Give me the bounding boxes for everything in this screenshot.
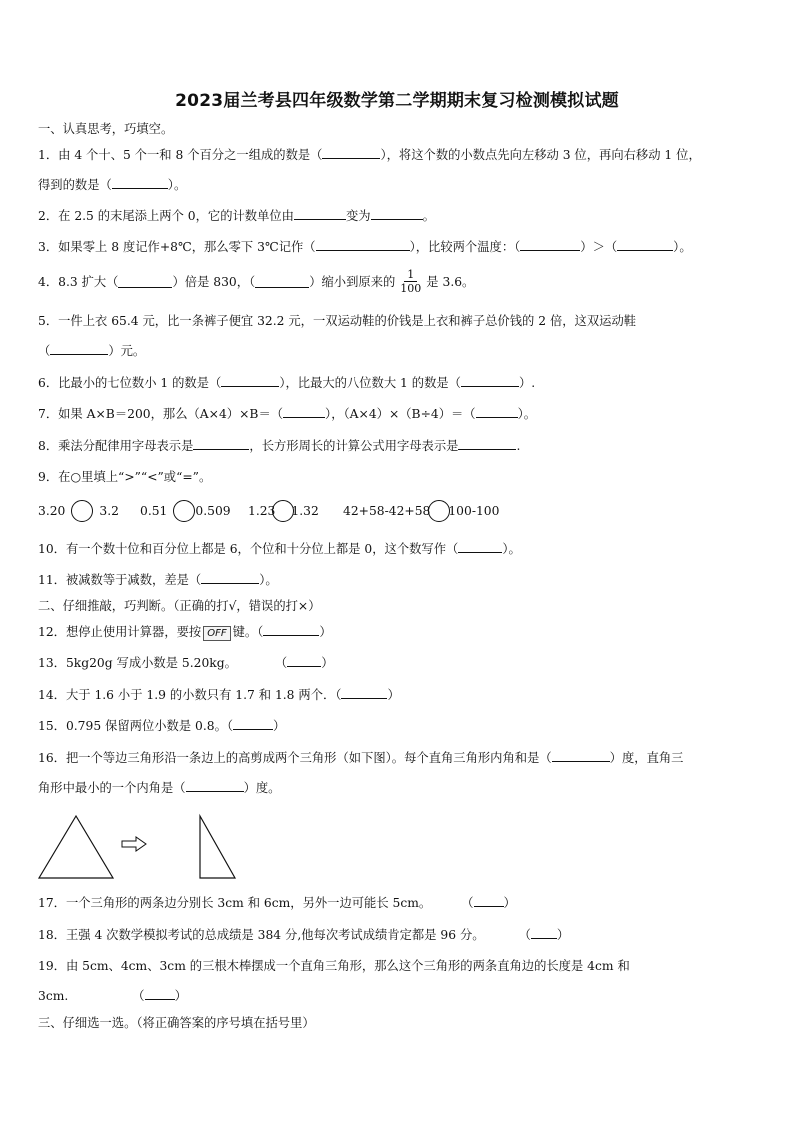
question-16-text-3: 角形中最小的一个内角是（ (38, 781, 186, 795)
question-19-text-2: 3cm. (38, 989, 69, 1003)
question-19-line-1: 19．由 5cm、4cm、3cm 的三根木棒摆成一个直角三角形，那么这个三角形的两条直角边的长度是 4cm 和 (38, 959, 630, 973)
answer-blank[interactable] (193, 437, 249, 450)
answer-blank[interactable] (287, 654, 321, 667)
answer-blank[interactable] (552, 749, 610, 762)
question-11-text-2: ）。 (259, 573, 278, 587)
question-13 (38, 654, 334, 672)
question-19-text-3: （ (132, 989, 145, 1003)
right-arrow-icon (122, 837, 146, 851)
question-4-text-2: ）倍是 830，（ (172, 274, 256, 289)
answer-blank[interactable] (118, 275, 172, 288)
answer-blank[interactable] (316, 238, 410, 251)
comparison-right: 100-100 (448, 504, 500, 518)
page-title: 2023届兰考县四年级数学第二学期期末复习检测模拟试题 (175, 91, 619, 111)
question-13-text: 13．5kg20g 写成小数是 5.20kg。 (38, 656, 237, 670)
question-17 (38, 894, 516, 912)
question-12-text-2: 键。（ (232, 625, 264, 639)
question-4-text: 4．8.3 扩大（ (38, 274, 119, 289)
comparison-item (248, 500, 319, 522)
answer-blank[interactable] (476, 405, 518, 418)
question-3 (38, 238, 692, 256)
comparison-right: 3.2 (99, 504, 119, 518)
question-2-text-2: 变为 (345, 209, 371, 223)
comparison-left: 0.51 (140, 504, 168, 518)
comparison-left: 42+58-42+58 (343, 504, 431, 518)
question-18-text-2: （ (518, 928, 531, 942)
question-10-text: 10．有一个数十位和百分位上都是 6，个位和十分位上都是 0，这个数写作（ (38, 542, 459, 556)
answer-blank[interactable] (186, 779, 244, 792)
question-8-text: 8．乘法分配律用字母表示是 (38, 439, 194, 453)
equilateral-triangle-shape (39, 816, 113, 878)
question-6-text-3: ）. (518, 376, 536, 390)
comparison-item (343, 500, 499, 522)
answer-blank[interactable] (458, 540, 502, 553)
answer-blank[interactable] (221, 374, 279, 387)
question-15-text-2: ） (273, 719, 286, 733)
comparison-item (38, 500, 119, 522)
question-10-text-2: ）。 (502, 542, 521, 556)
answer-blank[interactable] (233, 717, 273, 730)
question-1-text-2: ），将这个数的小数点先向左移动 3 位，再向右移动 1 位， (380, 148, 701, 162)
answer-blank[interactable] (50, 342, 108, 355)
question-2-text: 2．在 2.5 的末尾添上两个 0，它的计数单位由 (38, 209, 294, 223)
question-2 (38, 207, 435, 225)
answer-blank[interactable] (474, 894, 504, 907)
question-5-text-2: （ (38, 344, 51, 358)
question-18-text-3: ） (556, 928, 570, 942)
question-4-text-4: 是 3.6。 (426, 274, 475, 289)
answer-blank[interactable] (458, 437, 516, 450)
section-3-heading: 三、仔细选一选。（将正确答案的序号填在括号里） (38, 1016, 315, 1030)
question-15-text: 15．0.795 保留两位小数是 0.8。（ (38, 719, 234, 733)
compare-circle[interactable] (173, 500, 195, 522)
comparison-right: 1.32 (291, 504, 319, 518)
answer-blank[interactable] (531, 926, 557, 939)
answer-blank[interactable] (263, 623, 319, 636)
question-16-text-4: ）度。 (243, 781, 281, 795)
answer-blank[interactable] (461, 374, 519, 387)
question-18 (38, 926, 569, 944)
question-1-line-1 (38, 146, 701, 164)
answer-blank[interactable] (201, 571, 259, 584)
question-11 (38, 571, 278, 589)
right-triangle-shape (200, 816, 235, 878)
compare-circle[interactable] (428, 500, 450, 522)
answer-blank[interactable] (294, 207, 346, 220)
question-15 (38, 717, 285, 735)
question-6-text: 6．比最小的七位数小 1 的数是（ (38, 376, 222, 390)
question-3-text-2: ），比较两个温度：（ (409, 240, 521, 254)
question-19-line-2 (38, 987, 187, 1005)
question-12-text-3: ） (319, 625, 332, 639)
question-17-text-3: ） (503, 896, 516, 910)
question-6-text-2: ），比最大的八位数大 1 的数是（ (279, 376, 461, 390)
question-8 (38, 437, 520, 455)
question-19-text-4: ） (174, 989, 187, 1003)
question-11-text: 11．被减数等于减数，差是（ (38, 573, 202, 587)
answer-blank[interactable] (283, 405, 325, 418)
question-12 (38, 623, 332, 641)
question-14 (38, 686, 400, 704)
question-7 (38, 405, 536, 423)
question-14-text-2: ） (387, 688, 400, 702)
question-4-text-3: ）缩小到原来的 (309, 274, 396, 289)
question-13-text-3: ） (321, 656, 334, 670)
question-2-text-3: 。 (422, 209, 435, 223)
answer-blank[interactable] (341, 686, 387, 699)
fraction-numerator: 1 (404, 268, 417, 282)
answer-blank[interactable] (617, 238, 673, 251)
question-7-text: 7．如果 A×B＝200，那么（A×4）×B＝（ (38, 407, 284, 421)
triangle-cut-figure (36, 812, 246, 884)
question-13-text-2: （ (274, 656, 288, 670)
question-17-text: 17．一个三角形的两条边分别长 3cm 和 6cm，另外一边可能长 5cm。 (38, 896, 432, 910)
fraction-1-100 (397, 268, 424, 295)
question-16-line-1 (38, 749, 683, 767)
answer-blank[interactable] (145, 987, 175, 1000)
question-3-text-3: ）＞（ (580, 240, 618, 254)
answer-blank[interactable] (322, 146, 380, 159)
question-5-line-1: 5．一件上衣 65.4 元，比一条裤子便宜 32.2 元，一双运动鞋的价钱是上衣和裤子总价钱的 2 倍，这双运动鞋 (38, 314, 637, 328)
question-16-line-2 (38, 779, 280, 797)
question-17-text-2: （ (461, 896, 474, 910)
comparison-left: 1.23 (248, 504, 276, 518)
question-1-line-2 (38, 176, 186, 194)
question-18-text: 18．王强 4 次数学模拟考试的总成绩是 384 分,他每次考试成绩肯定都是 96 分。 (38, 928, 485, 942)
answer-blank[interactable] (112, 176, 168, 189)
question-12-text: 12．想停止使用计算器，要按 (38, 625, 202, 639)
section-2-heading: 二、仔细推敲，巧判断。（正确的打√，错误的打×） (38, 599, 321, 613)
compare-circle[interactable] (71, 500, 93, 522)
question-3-text: 3．如果零上 8 度记作+8℃，那么零下 3℃记作（ (38, 240, 316, 254)
question-1-text: 1．由 4 个十、5 个一和 8 个百分之一组成的数是（ (38, 148, 323, 162)
comparison-item (140, 500, 231, 522)
question-7-text-2: ），（A×4）×（B÷4）＝（ (325, 407, 476, 421)
question-10 (38, 540, 521, 558)
question-5-text-3: ）元。 (108, 344, 146, 358)
question-4 (38, 268, 474, 295)
answer-blank[interactable] (520, 238, 580, 251)
question-1-text-3: 得到的数是（ (38, 178, 112, 192)
question-8-text-2: ，长方形周长的计算公式用字母表示是 (249, 439, 459, 453)
question-1-text-4: ）。 (167, 178, 187, 192)
question-8-text-3: . (516, 439, 521, 453)
question-16-text: 16．把一个等边三角形沿一条边上的高剪成两个三角形（如下图）。每个直角三角形内角和是（ (38, 751, 552, 765)
off-key-icon: OFF (203, 626, 230, 641)
answer-blank[interactable] (255, 275, 309, 288)
fraction-denominator: 100 (400, 282, 422, 295)
answer-blank[interactable] (371, 207, 423, 220)
question-16-text-2: ）度，直角三 (609, 751, 684, 765)
question-9: 9．在○里填上“>”“<”或“=”。 (38, 470, 212, 484)
question-7-text-3: ）。 (517, 407, 537, 421)
comparison-right: 0.509 (195, 504, 231, 518)
question-6 (38, 374, 535, 392)
question-14-text: 14．大于 1.6 小于 1.9 的小数只有 1.7 和 1.8 两个．（ (38, 688, 342, 702)
question-5-line-2 (38, 342, 145, 360)
section-1-heading: 一、认真思考，巧填空。 (38, 122, 174, 136)
comparison-left: 3.20 (38, 504, 66, 518)
question-3-text-4: ）。 (673, 240, 692, 254)
